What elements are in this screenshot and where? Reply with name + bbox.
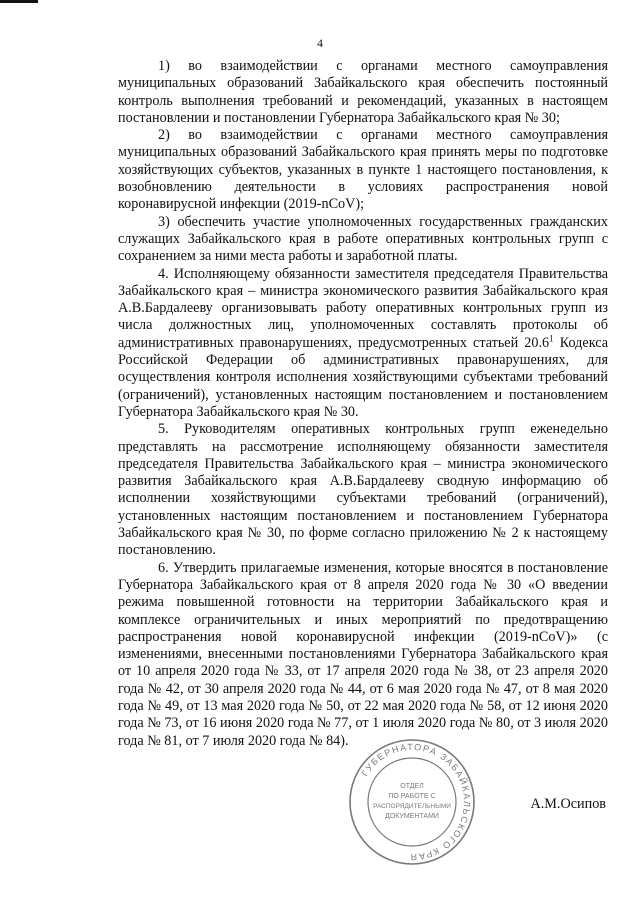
corner-mark — [0, 0, 38, 3]
stamp-line-1: ОТДЕЛ — [400, 783, 424, 790]
paragraph-3-2: 2) во взаимодействии с органами местного самоуправления муниципальных образований Забайкальского края принять меры по подготовке хозяйствующих субъектов, указанных в пункте 1 настоящего постановления, к возобновлению деятельности в условиях распространения новой коронавирусной инфекции (2019-nCoV); — [118, 127, 608, 213]
stamp-line-4: ДОКУМЕНТАМИ — [385, 813, 439, 820]
paragraph-4-text-b: Кодекса Российской Федерации об административных правонарушениях, для осуществления контроля исполнения хозяйствующими субъектами требований (ограничений), установленных настоящим постановлением и постановлением Губернатора Забайкальского края № 30. — [118, 334, 609, 420]
official-stamp — [348, 738, 476, 866]
paragraph-6: 6. Утвердить прилагаемые изменения, которые вносятся в постановление Губернатора Забайкальского края от 8 апреля 2020 года № 30 «О введении режима повышенной готовности на территории Забайкальского края и комплексе ограничительных и иных мероприятий по предотвращению распространения новой коронавирусной инфекции (2019-nCoV)» (с изменениями, внесенными постановлениями Губернатора Забайкальского края от 10 апреля 2020 года № 33, от 17 апреля 2020 года № 38, от 23 апреля 2020 года № 42, от 30 апреля 2020 года № 44, от 6 мая 2020 года № 47, от 8 мая 2020 года № 49, от 13 мая 2020 года № 50, от 22 мая 2020 года № 58, от 12 июня 2020 года № 73, от 16 июня 2020 года № 77, от 1 июля 2020 года № 80, от 3 июля 2020 года № 81, от 7 июля 2020 года № 84). — [118, 559, 608, 749]
stamp-line-2: ПО РАБОТЕ С — [388, 793, 436, 800]
paragraph-3-1: 1) во взаимодействии с органами местного самоуправления муниципальных образований Забайкальского края обеспечить постоянный контроль выполнения требований и рекомендаций, указанных в настоящем постановлении и постановлении Губернатора Забайкальского края № 30; — [118, 58, 608, 126]
signature-name: А.М.Осипов — [530, 796, 606, 812]
document-body — [118, 58, 608, 750]
stamp-inner-ring — [368, 758, 456, 846]
paragraph-4 — [118, 266, 608, 422]
page-number: 4 — [317, 36, 323, 50]
paragraph-5: 5. Руководителям оперативных контрольных групп еженедельно представлять на рассмотрение исполняющему обязанности заместителя председателя Правительства Забайкальского края – министра экономического развития Забайкальского края А.В.Бардалееву сводную информацию об исполнении хозяйствующими субъектами требований (ограничений), установленных настоящим постановлением и постановлением Губернатора Забайкальского края № 30, по форме согласно приложению № 2 к настоящему постановлению. — [118, 421, 608, 559]
stamp-outer-text: ГУБЕРНАТОРА ЗАБАЙКАЛЬСКОГО КРАЯ — [359, 741, 473, 863]
paragraph-3-3: 3) обеспечить участие уполномоченных государственных гражданских служащих Забайкальского края в работе оперативных контрольных групп с сохранением за ними места работы и заработной платы. — [118, 213, 608, 265]
paragraph-4-text-a: 4. Исполняющему обязанности заместителя председателя Правительства Забайкальского края – министра экономического развития Забайкальского края А.В.Бардалееву организовывать работу оперативных контрольных групп из числа должностных лиц, уполномоченных составлять протоколы об административных правонарушениях, предусмотренных статьей 20.6 — [118, 265, 608, 351]
stamp-line-3: РАСПОРЯДИТЕЛЬНЫМИ — [373, 803, 451, 810]
article-superscript: 1 — [549, 333, 554, 344]
